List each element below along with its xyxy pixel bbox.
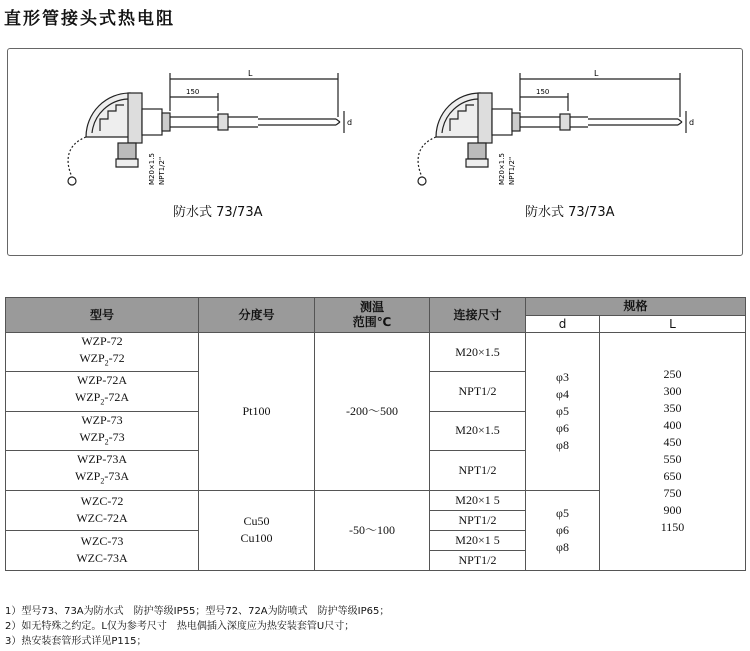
diagram-caption-1: 防水式 73/73A xyxy=(173,205,263,220)
footnote-1: 1）型号73、73A为防水式 防护等级IP55；型号72、72A为防喷式 防护等级IP65； xyxy=(5,606,390,617)
L-values: 250 300 350 400 450 550 650 750 900 1150 xyxy=(600,333,746,571)
dim-L-label: L xyxy=(248,69,253,78)
header-temp-line1: 测温 xyxy=(359,300,384,314)
footnotes xyxy=(5,604,389,649)
connection-cell: NPT1/2 xyxy=(430,510,526,530)
diagram-panel xyxy=(7,48,743,256)
connection-cell: NPT1/2 xyxy=(430,372,526,411)
header-L: L xyxy=(600,316,746,333)
model-cell: WZC-73 WZC-73A xyxy=(6,530,199,570)
thermometer-diagram-2 xyxy=(408,49,708,199)
header-spec: 规格 xyxy=(526,298,746,316)
thermometer-diagram-1 xyxy=(58,49,358,199)
d-values-cu: φ5 φ6 φ8 xyxy=(526,490,600,570)
thread-label-1: M20×1.5 xyxy=(498,153,506,185)
footnote-2: 2）如无特殊之约定。L仅为参考尺寸 热电偶插入深度应为热安装套管U尺寸； xyxy=(5,621,355,632)
connection-cell: M20×1.5 xyxy=(430,333,526,372)
thread-label-2: NPT1/2" xyxy=(158,156,166,185)
connection-cell: M20×1 5 xyxy=(430,490,526,510)
footnote-3: 3）热安装套管形式详见P115； xyxy=(5,636,147,647)
header-model: 型号 xyxy=(6,298,199,333)
model-cell: WZP-72A $WZP_2-72A$ xyxy=(6,372,199,411)
model-cell: WZP-73A $WZP_2-73A$ xyxy=(6,451,199,490)
thread-label-2: NPT1/2" xyxy=(508,156,516,185)
dim-150-label: 150 xyxy=(536,88,550,96)
dim-d-label: d xyxy=(689,118,695,127)
header-graduation: 分度号 xyxy=(199,298,315,333)
model-cell: WZC-72 WZC-72A xyxy=(6,490,199,530)
d-values-pt: φ3 φ4 φ5 φ6 φ8 xyxy=(526,333,600,491)
header-connection: 连接尺寸 xyxy=(430,298,526,333)
thread-label-1: M20×1.5 xyxy=(148,153,156,185)
diagram-caption-2: 防水式 73/73A xyxy=(525,205,615,220)
range-cu: -50～100 xyxy=(315,490,430,570)
graduation-pt: Pt100 xyxy=(199,333,315,491)
header-temp-range xyxy=(315,298,430,333)
header-temp-line2: 范围℃ xyxy=(352,315,392,329)
connection-cell: NPT1/2 xyxy=(430,550,526,570)
dim-d-label: d xyxy=(347,118,353,127)
graduation-cu: Cu50 Cu100 xyxy=(199,490,315,570)
page-title: 直形管接头式热电阻 xyxy=(4,9,175,29)
connection-cell: M20×1.5 xyxy=(430,411,526,450)
spec-table xyxy=(5,297,746,571)
dim-150-label: 150 xyxy=(186,88,200,96)
model-cell: WZP-73 $WZP_2-73$ xyxy=(6,411,199,450)
dim-L-label: L xyxy=(594,69,599,78)
connection-cell: M20×1 5 xyxy=(430,530,526,550)
header-d: d xyxy=(526,316,600,333)
range-pt: -200～500 xyxy=(315,333,430,491)
model-cell: WZP-72 $WZP_2-72$ xyxy=(6,333,199,372)
connection-cell: NPT1/2 xyxy=(430,451,526,490)
